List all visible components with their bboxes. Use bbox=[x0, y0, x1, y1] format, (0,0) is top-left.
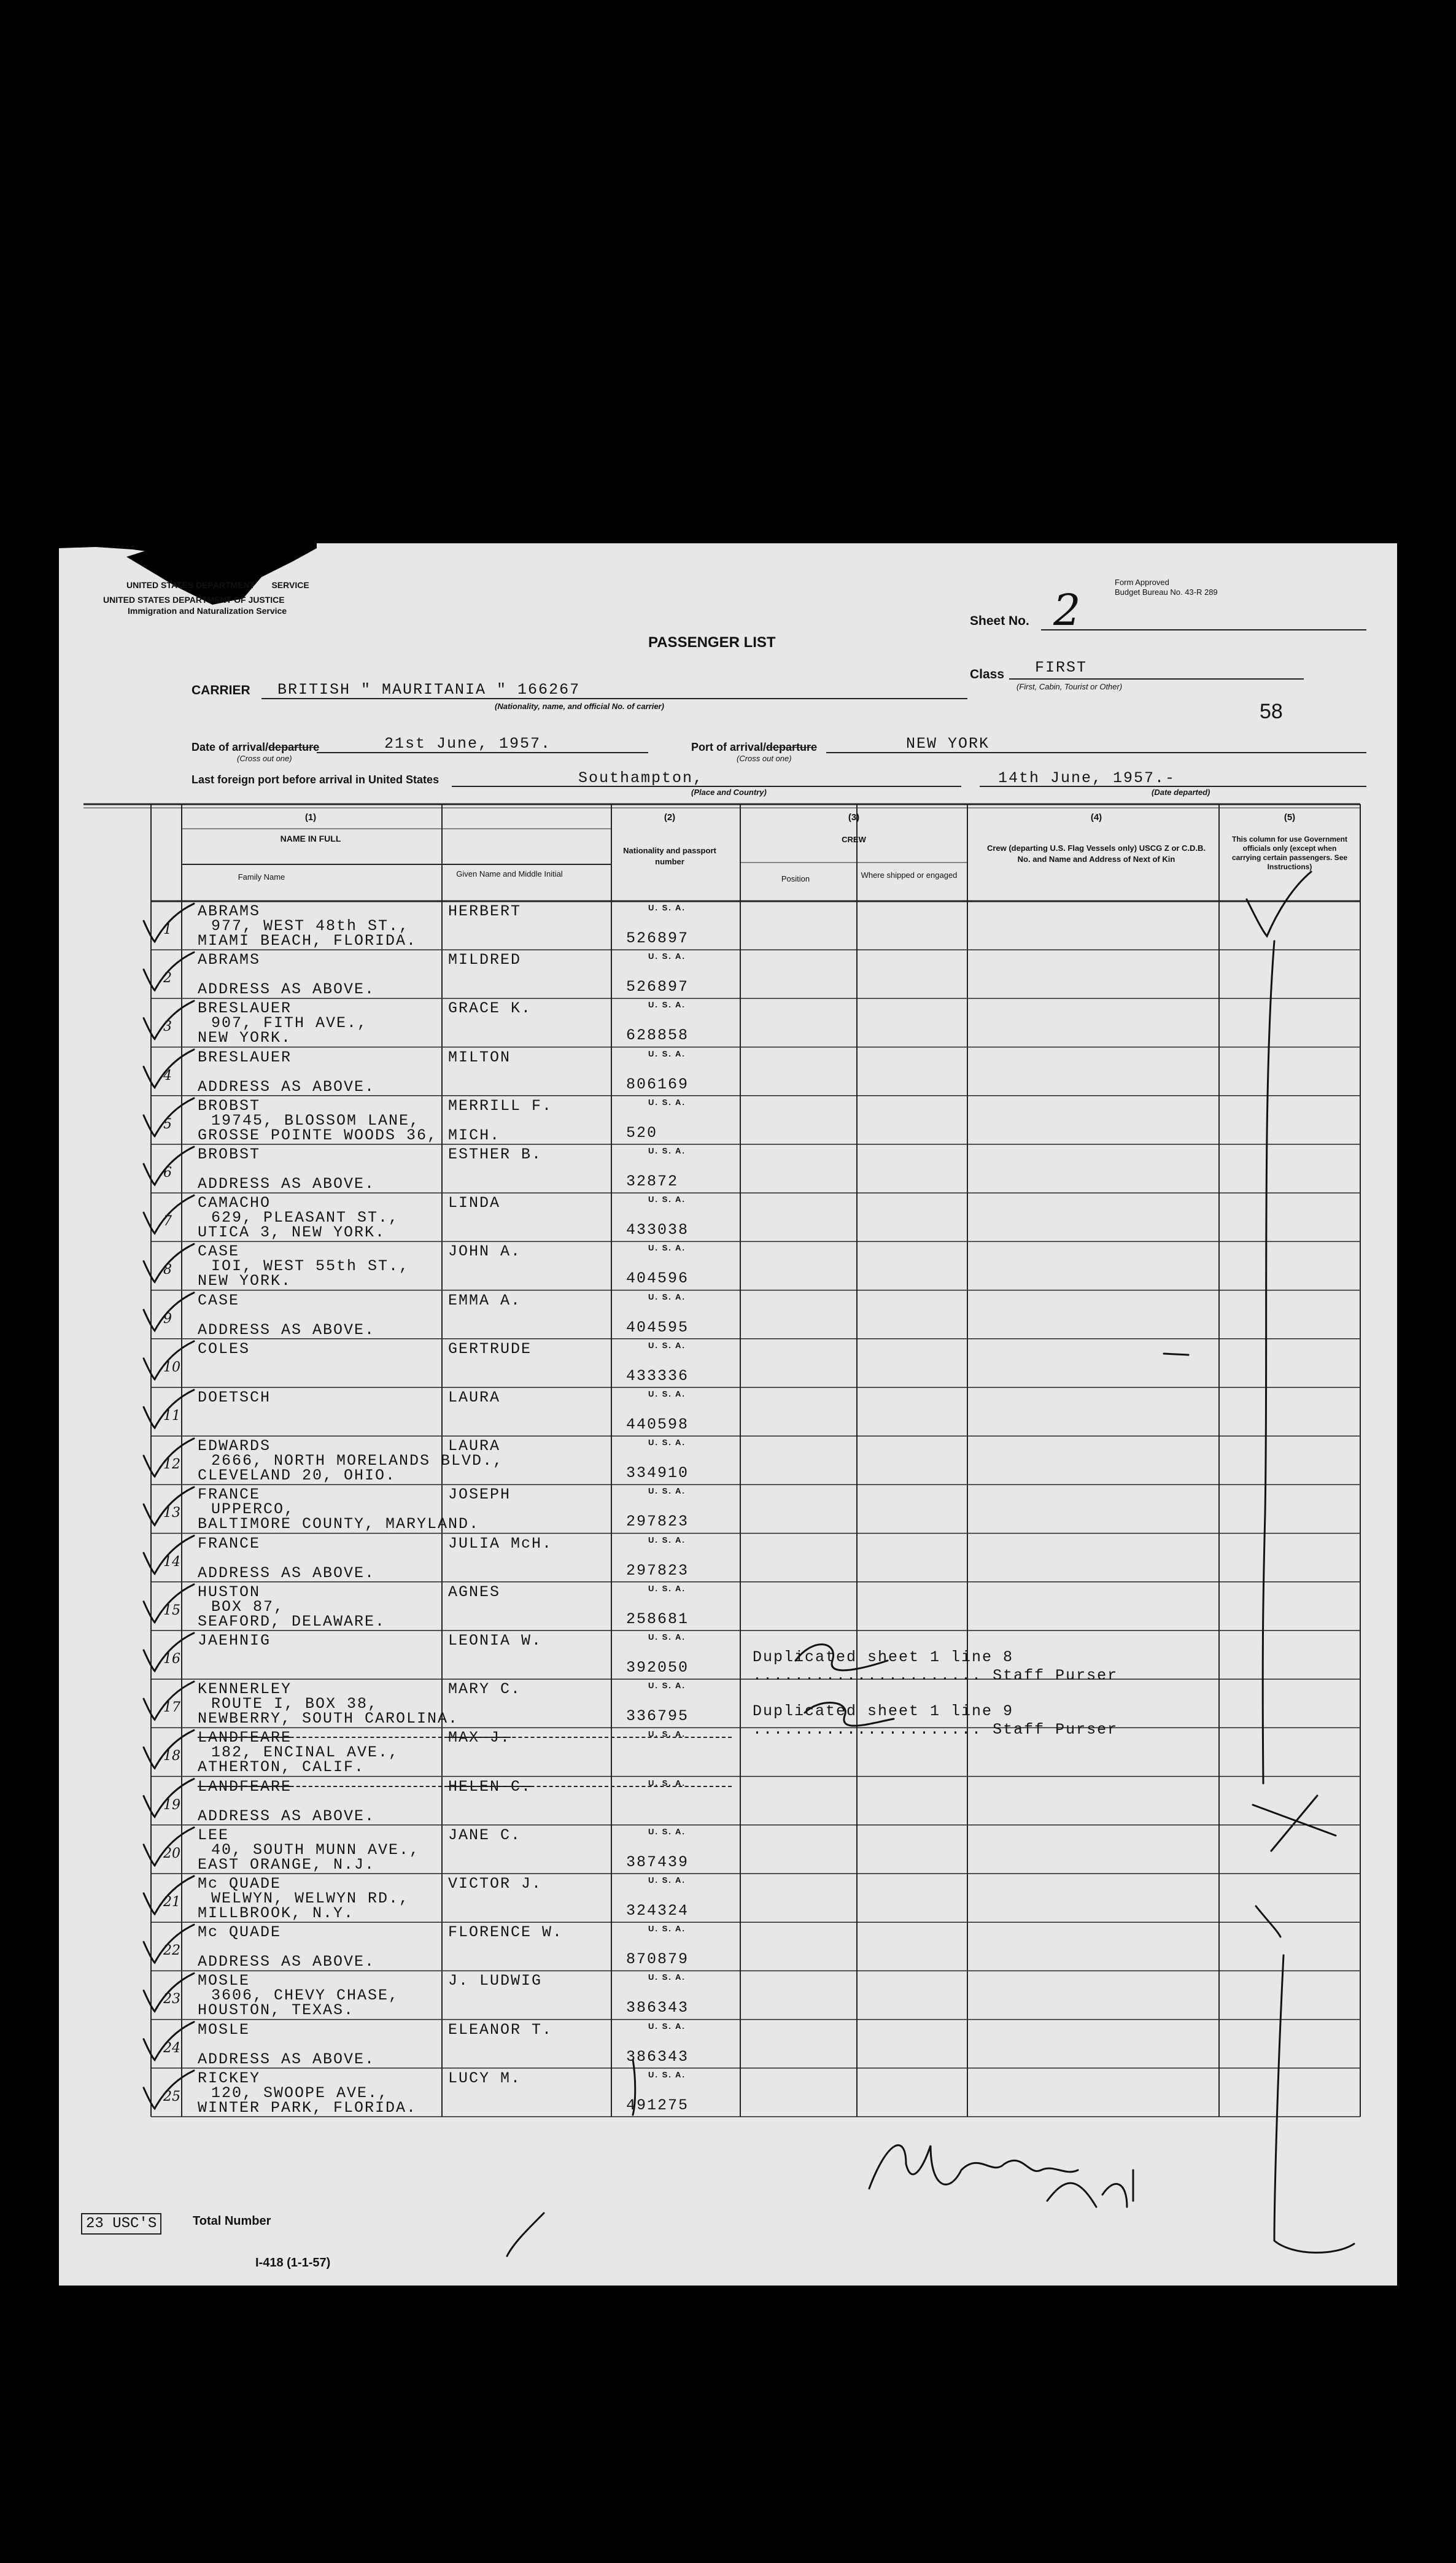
given-name: HERBERT bbox=[448, 902, 522, 920]
address-line-2: WINTER PARK, FLORIDA. bbox=[198, 2098, 417, 2117]
family-name: Mc QUADE bbox=[198, 1923, 282, 1942]
given-name: LINDA bbox=[448, 1194, 501, 1212]
given-name: VICTOR J. bbox=[448, 1875, 543, 1893]
nationality: U. S. A. bbox=[648, 1389, 686, 1398]
nationality: U. S. A. bbox=[648, 1438, 686, 1448]
given-name: MERRILL F. bbox=[448, 1096, 553, 1115]
address-line-1: 977, WEST 48th ST., bbox=[211, 917, 410, 935]
row-number: 6 bbox=[163, 1165, 172, 1181]
duplicate-purser-1: ...................... Staff Purser bbox=[753, 1667, 1118, 1685]
agency-line-1: UNITED STATES DEPARTMENT SERVICE bbox=[126, 580, 309, 590]
address-line-2: ADDRESS AS ABOVE. bbox=[198, 1564, 376, 1582]
passport-number: 526897 bbox=[626, 978, 689, 996]
col-4-number: (4) bbox=[1090, 812, 1102, 823]
passport-number: 386343 bbox=[626, 1999, 689, 2017]
nationality: U. S. A. bbox=[648, 1292, 686, 1301]
agency-line-3: Immigration and Naturalization Service bbox=[128, 606, 287, 616]
address-line-2: ADDRESS AS ABOVE. bbox=[198, 1953, 376, 1971]
address-line-2: EAST ORANGE, N.J. bbox=[198, 1855, 376, 1874]
row-number: 21 bbox=[163, 1894, 180, 1910]
given-name: HELEN C. bbox=[448, 1777, 532, 1796]
passport-number: 491275 bbox=[626, 2096, 689, 2114]
given-name: JOHN A. bbox=[448, 1243, 522, 1261]
passport-number: 870879 bbox=[626, 1950, 689, 1969]
col-nationality: Nationality and passport number bbox=[623, 846, 716, 866]
date-departed: 14th June, 1957.- bbox=[998, 769, 1176, 787]
nationality: U. S. A. bbox=[648, 903, 686, 912]
nationality: U. S. A. bbox=[648, 1195, 686, 1204]
passport-number: 392050 bbox=[626, 1659, 689, 1677]
given-name: AGNES bbox=[448, 1583, 501, 1601]
passport-number: 440598 bbox=[626, 1416, 689, 1433]
passport-number: 297823 bbox=[626, 1513, 689, 1531]
address-line-2: BALTIMORE COUNTY, MARYLAND. bbox=[198, 1515, 480, 1534]
col-given-name: Given Name and Middle Initial bbox=[456, 869, 563, 878]
nationality: U. S. A. bbox=[648, 1583, 686, 1593]
address-line-1: ROUTE I, BOX 38, bbox=[211, 1695, 379, 1713]
passport-number: 520 bbox=[626, 1123, 658, 1142]
passport-number: 404596 bbox=[626, 1270, 689, 1288]
col-crew: CREW bbox=[842, 835, 866, 844]
duplicate-purser-2: ...................... Staff Purser bbox=[753, 1721, 1118, 1739]
duplicate-note-2: Duplicated sheet 1 line 9 bbox=[753, 1702, 1014, 1720]
sheet-label: Sheet No. bbox=[970, 614, 1029, 628]
passport-number: 433038 bbox=[626, 1221, 689, 1239]
nationality: U. S. A. bbox=[648, 1486, 686, 1496]
nationality: U. S. A. bbox=[648, 1097, 686, 1107]
given-name: JULIA McH. bbox=[448, 1534, 553, 1553]
row-number: 17 bbox=[163, 1700, 180, 1716]
row-number: 12 bbox=[163, 1457, 180, 1473]
nationality: U. S. A. bbox=[648, 2069, 686, 2079]
usc-stamp: 23 USC'S bbox=[81, 2213, 161, 2235]
address-line-1: 182, ENCINAL AVE., bbox=[211, 1743, 400, 1762]
family-name: CASE bbox=[198, 1243, 240, 1261]
row-number: 9 bbox=[163, 1311, 172, 1327]
family-name: Mc QUADE bbox=[198, 1875, 282, 1893]
row-number: 15 bbox=[163, 1602, 180, 1618]
family-name: MOSLE bbox=[198, 1972, 250, 1990]
passport-number: 297823 bbox=[626, 1561, 689, 1580]
given-name: MILTON bbox=[448, 1048, 511, 1066]
address-line-2: MILLBROOK, N.Y. bbox=[198, 1904, 355, 1922]
nationality: U. S. A. bbox=[648, 1924, 686, 1934]
family-name: JAEHNIG bbox=[198, 1632, 271, 1650]
row-number: 4 bbox=[163, 1068, 172, 1084]
passport-number: 404595 bbox=[626, 1318, 689, 1336]
given-name: GRACE K. bbox=[448, 999, 532, 1018]
nationality: U. S. A. bbox=[648, 1535, 686, 1545]
address-line-2: GROSSE POINTE WOODS 36, MICH. bbox=[198, 1126, 501, 1144]
family-name: ABRAMS bbox=[198, 951, 261, 969]
family-name: FRANCE bbox=[198, 1534, 261, 1553]
passport-number: 32872 bbox=[626, 1173, 679, 1190]
family-name: KENNERLEY bbox=[198, 1680, 292, 1699]
nationality: U. S. A. bbox=[648, 1778, 686, 1788]
date-cross-out: (Cross out one) bbox=[237, 754, 292, 763]
class-note: (First, Cabin, Tourist or Other) bbox=[1016, 682, 1123, 691]
family-name: ABRAMS bbox=[198, 902, 261, 920]
address-line-1: UPPERCO, bbox=[211, 1500, 295, 1519]
nationality: U. S. A. bbox=[648, 1146, 686, 1155]
given-name: LEONIA W. bbox=[448, 1632, 543, 1650]
col-position: Position bbox=[781, 874, 810, 883]
address-line-2: ADDRESS AS ABOVE. bbox=[198, 980, 376, 999]
row-number: 13 bbox=[163, 1505, 180, 1521]
port-label: Port of arrival/departure bbox=[691, 741, 818, 753]
passport-number: 336795 bbox=[626, 1707, 689, 1726]
family-name: HUSTON bbox=[198, 1583, 261, 1601]
passport-number: 324324 bbox=[626, 1902, 689, 1920]
address-line-2: MIAMI BEACH, FLORIDA. bbox=[198, 932, 417, 950]
address-line-2: CLEVELAND 20, OHIO. bbox=[198, 1467, 397, 1485]
form-number: I-418 (1-1-57) bbox=[255, 2256, 331, 2270]
passport-number: 386343 bbox=[626, 2047, 689, 2066]
given-name: LAURA bbox=[448, 1389, 501, 1406]
nationality: U. S. A. bbox=[648, 1729, 686, 1739]
passport-number: 433336 bbox=[626, 1367, 689, 1385]
family-name: BROBST bbox=[198, 1096, 261, 1115]
address-line-2: ADDRESS AS ABOVE. bbox=[198, 1320, 376, 1339]
last-port-value: Southampton, bbox=[578, 769, 704, 787]
passport-number: 258681 bbox=[626, 1610, 689, 1628]
given-name: GERTRUDE bbox=[448, 1340, 532, 1358]
nationality: U. S. A. bbox=[648, 1049, 686, 1058]
address-line-2: UTICA 3, NEW YORK. bbox=[198, 1223, 386, 1242]
form-approved: Form Approved Budget Bureau No. 43-R 289 bbox=[1115, 578, 1218, 597]
nationality: U. S. A. bbox=[648, 2021, 686, 2031]
row-number: 25 bbox=[163, 2088, 180, 2104]
given-name: JOSEPH bbox=[448, 1486, 511, 1504]
address-line-2: ADDRESS AS ABOVE. bbox=[198, 1807, 376, 1825]
address-line-2: ADDRESS AS ABOVE. bbox=[198, 1077, 376, 1096]
address-line-1: IOI, WEST 55th ST., bbox=[211, 1257, 410, 1276]
row-number: 19 bbox=[163, 1797, 180, 1813]
given-name: JANE C. bbox=[448, 1826, 522, 1844]
address-line-1: 120, SWOOPE AVE., bbox=[211, 2084, 389, 2102]
col-where-shipped: Where shipped or engaged bbox=[861, 870, 958, 880]
address-line-1: 3606, CHEVY CHASE, bbox=[211, 1987, 400, 2005]
class-label: Class bbox=[970, 667, 1005, 681]
family-name: BRESLAUER bbox=[198, 1048, 292, 1066]
carrier-note: (Nationality, name, and official No. of carrier) bbox=[495, 702, 664, 711]
place-note: (Place and Country) bbox=[691, 788, 767, 797]
port-cross-out: (Cross out one) bbox=[737, 754, 792, 763]
given-name: EMMA A. bbox=[448, 1291, 522, 1309]
given-name: MAX J. bbox=[448, 1729, 511, 1747]
row-number: 23 bbox=[163, 1991, 180, 2007]
address-line-1: 19745, BLOSSOM LANE, bbox=[211, 1111, 420, 1130]
address-line-2: ADDRESS AS ABOVE. bbox=[198, 2050, 376, 2068]
row-number: 2 bbox=[163, 971, 172, 987]
row-number: 20 bbox=[163, 1845, 180, 1861]
row-number: 11 bbox=[163, 1408, 180, 1424]
passport-number: 806169 bbox=[626, 1075, 689, 1093]
address-line-2: ADDRESS AS ABOVE. bbox=[198, 1175, 376, 1193]
nationality: U. S. A. bbox=[648, 1875, 686, 1885]
class-value: FIRST bbox=[1035, 659, 1088, 677]
family-name: LANDFEARE bbox=[198, 1777, 292, 1796]
row-number: 24 bbox=[163, 2040, 180, 2056]
total-number-label: Total Number bbox=[193, 2214, 271, 2228]
row-number: 10 bbox=[163, 1359, 180, 1375]
address-line-2: NEW YORK. bbox=[198, 1272, 292, 1290]
row-number: 3 bbox=[163, 1019, 172, 1035]
nationality: U. S. A. bbox=[648, 1972, 686, 1982]
carrier-value: BRITISH " MAURITANIA " 166267 bbox=[277, 681, 581, 699]
address-line-2: ATHERTON, CALIF. bbox=[198, 1758, 365, 1777]
col-2-number: (2) bbox=[664, 812, 676, 823]
family-name: BROBST bbox=[198, 1146, 261, 1163]
col-family-name: Family Name bbox=[238, 872, 285, 882]
page-title: PASSENGER LIST bbox=[648, 634, 776, 651]
sheet-number: 2 bbox=[1053, 585, 1081, 635]
family-name: MOSLE bbox=[198, 2020, 250, 2039]
family-name: BRESLAUER bbox=[198, 999, 292, 1018]
col-3-number: (3) bbox=[848, 812, 860, 823]
passport-number: 387439 bbox=[626, 1853, 689, 1871]
duplicate-note-1: Duplicated sheet 1 line 8 bbox=[753, 1648, 1014, 1666]
nationality: U. S. A. bbox=[648, 1632, 686, 1642]
page-number: 58 bbox=[1260, 700, 1283, 723]
given-name: FLORENCE W. bbox=[448, 1923, 563, 1942]
carrier-label: CARRIER bbox=[192, 683, 250, 697]
given-name: J. LUDWIG bbox=[448, 1972, 543, 1990]
given-name: LUCY M. bbox=[448, 2069, 522, 2087]
arrival-date: 21st June, 1957. bbox=[384, 735, 552, 753]
passport-number: 334910 bbox=[626, 1464, 689, 1483]
row-number: 8 bbox=[163, 1262, 172, 1278]
address-line-1: 907, FITH AVE., bbox=[211, 1014, 368, 1033]
address-line-2: NEWBERRY, SOUTH CAROLINA. bbox=[198, 1710, 459, 1728]
given-name: ESTHER B. bbox=[448, 1146, 543, 1163]
nationality: U. S. A. bbox=[648, 952, 686, 961]
row-number: 14 bbox=[163, 1554, 180, 1570]
family-name: FRANCE bbox=[198, 1486, 261, 1504]
row-number: 16 bbox=[163, 1651, 180, 1667]
family-name: COLES bbox=[198, 1340, 250, 1358]
nationality: U. S. A. bbox=[648, 1000, 686, 1010]
family-name: CAMACHO bbox=[198, 1194, 271, 1212]
family-name: CASE bbox=[198, 1291, 240, 1309]
row-number: 5 bbox=[163, 1116, 172, 1132]
nationality: U. S. A. bbox=[648, 1243, 686, 1253]
handwritten-marks bbox=[59, 543, 1397, 2286]
given-name: MILDRED bbox=[448, 951, 522, 969]
family-name: LANDFEARE bbox=[198, 1729, 292, 1747]
passport-number: 628858 bbox=[626, 1026, 689, 1045]
address-line-2: HOUSTON, TEXAS. bbox=[198, 2001, 355, 2020]
row-number: 22 bbox=[163, 1943, 180, 1959]
port-value: NEW YORK bbox=[906, 735, 990, 753]
last-port-label: Last foreign port before arrival in United States bbox=[192, 774, 440, 786]
row-number: 1 bbox=[163, 922, 172, 937]
address-line-2: NEW YORK. bbox=[198, 1029, 292, 1047]
passport-number: 526897 bbox=[626, 929, 689, 947]
address-line-1: 2666, NORTH MORELANDS BLVD., bbox=[211, 1452, 504, 1470]
date-label: Date of arrival/departure bbox=[192, 741, 320, 753]
row-number: 18 bbox=[163, 1748, 180, 1764]
row-number: 7 bbox=[163, 1214, 172, 1230]
address-line-1: WELWYN, WELWYN RD., bbox=[211, 1890, 410, 1907]
nationality: U. S. A. bbox=[648, 1340, 686, 1350]
address-line-1: BOX 87, bbox=[211, 1597, 285, 1616]
family-name: RICKEY bbox=[198, 2069, 261, 2087]
given-name: MARY C. bbox=[448, 1680, 522, 1699]
passenger-list-document bbox=[59, 543, 1397, 2286]
nationality: U. S. A. bbox=[648, 1681, 686, 1691]
family-name: DOETSCH bbox=[198, 1389, 271, 1406]
col-1-number: (1) bbox=[304, 812, 317, 823]
address-line-2: SEAFORD, DELAWARE. bbox=[198, 1612, 386, 1630]
given-name: ELEANOR T. bbox=[448, 2020, 553, 2039]
address-line-1: 629, PLEASANT ST., bbox=[211, 1209, 400, 1227]
agency-line-2: UNITED STATES DEPARTMENT OF JUSTICE bbox=[103, 595, 285, 605]
col-5-number: (5) bbox=[1284, 812, 1296, 823]
nationality: U. S. A. bbox=[648, 1826, 686, 1836]
date-departed-note: (Date departed) bbox=[1152, 788, 1210, 797]
col-crew-departing: Crew (departing U.S. Flag Vessels only) USCG Z or C.D.B. No. and Name and Address of Next of Kin bbox=[986, 843, 1206, 864]
given-name: LAURA bbox=[448, 1437, 501, 1456]
col-officials: This column for use Government officials only (except when carrying certain passengers. See Instructions) bbox=[1231, 835, 1348, 871]
address-line-1: 40, SOUTH MUNN AVE., bbox=[211, 1840, 420, 1859]
col-name-in-full: NAME IN FULL bbox=[280, 834, 341, 843]
family-name: LEE bbox=[198, 1826, 230, 1844]
family-name: EDWARDS bbox=[198, 1437, 271, 1456]
